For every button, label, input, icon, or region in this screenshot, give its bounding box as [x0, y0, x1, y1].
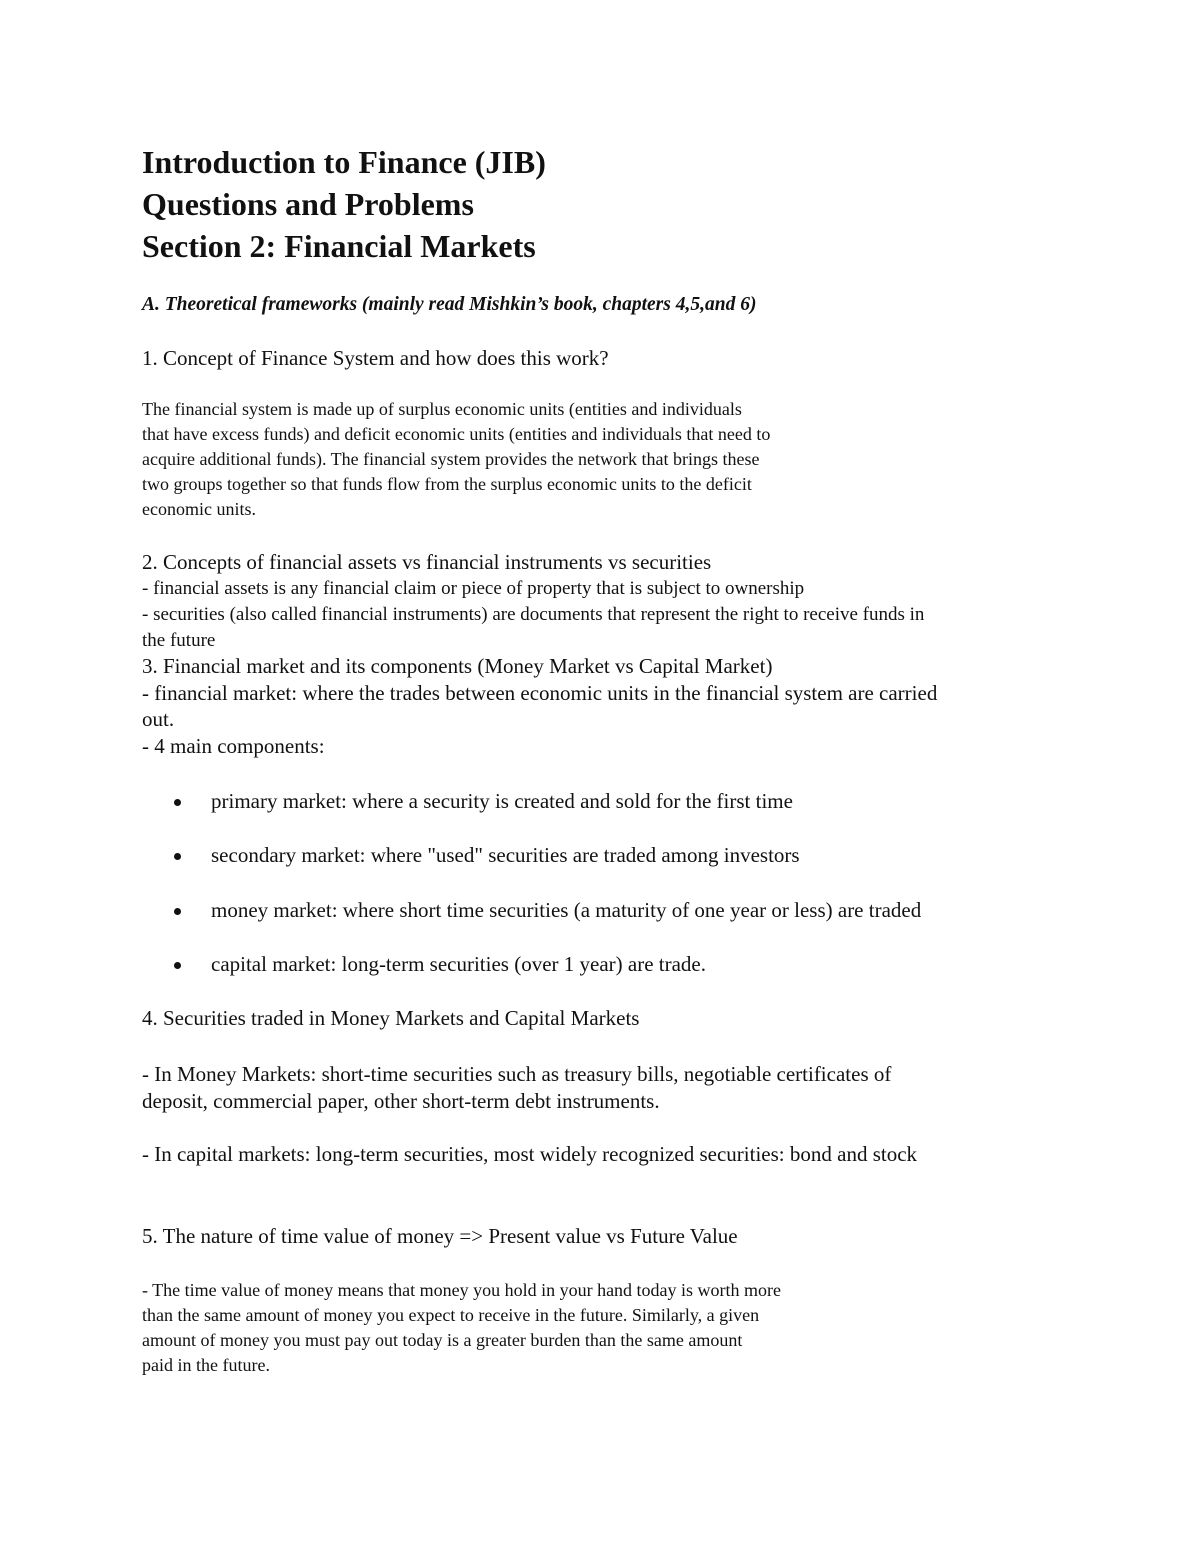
document-title-line-3: Section 2: Financial Markets	[142, 228, 536, 264]
answer-3-line: out.	[142, 707, 175, 731]
answer-1-line: that have excess funds) and deficit economic units (entities and individuals that need to	[142, 424, 771, 444]
answer-2-line: - financial assets is any financial claim or piece of property that is subject to ownership	[142, 578, 805, 599]
bullet-icon	[174, 853, 181, 860]
answer-1-line: two groups together so that funds flow from the surplus economic units to the deficit	[142, 474, 752, 494]
answer-5-line: paid in the future.	[142, 1355, 270, 1375]
answer-3-line: - 4 main components:	[142, 734, 325, 758]
bullet-icon	[174, 908, 181, 915]
bullet-item-primary-market: primary market: where a security is created and sold for the first time	[211, 789, 793, 813]
question-5: 5. The nature of time value of money => Present value vs Future Value	[142, 1224, 738, 1248]
answer-1-line: economic units.	[142, 499, 256, 519]
answer-4-money-line: deposit, commercial paper, other short-term debt instruments.	[142, 1089, 660, 1113]
bullet-item-money-market: money market: where short time securities (a maturity of one year or less) are traded	[211, 898, 922, 922]
bullet-item-secondary-market: secondary market: where "used" securities are traded among investors	[211, 843, 800, 867]
answer-5-line: amount of money you must pay out today is a greater burden than the same amount	[142, 1330, 743, 1350]
answer-2-line: - securities (also called financial instruments) are documents that represent the right to receive funds in	[142, 604, 925, 625]
bullet-icon	[174, 799, 181, 806]
answer-2-line: the future	[142, 630, 216, 651]
answer-1-line: The financial system is made up of surplus economic units (entities and individuals	[142, 399, 742, 419]
section-a-heading: A. Theoretical frameworks (mainly read Mishkin’s book, chapters 4,5,and 6)	[142, 294, 757, 315]
bullet-item-capital-market: capital market: long-term securities (over 1 year) are trade.	[211, 952, 707, 976]
document-title-line-2: Questions and Problems	[142, 186, 474, 222]
question-4: 4. Securities traded in Money Markets and Capital Markets	[142, 1006, 640, 1030]
answer-4-money-line: - In Money Markets: short-time securities such as treasury bills, negotiable certificates of	[142, 1062, 892, 1086]
answer-5-line: than the same amount of money you expect to receive in the future. Similarly, a given	[142, 1305, 760, 1325]
question-3: 3. Financial market and its components (Money Market vs Capital Market)	[142, 654, 773, 678]
answer-5-line: - The time value of money means that money you hold in your hand today is worth more	[142, 1280, 782, 1300]
answer-3-line: - financial market: where the trades between economic units in the financial system are carried	[142, 681, 938, 705]
answer-1-line: acquire additional funds). The financial system provides the network that brings these	[142, 449, 760, 469]
bullet-icon	[174, 962, 181, 969]
document-title-line-1: Introduction to Finance (JIB)	[142, 144, 546, 180]
answer-4-capital-line: - In capital markets: long-term securities, most widely recognized securities: bond and stock	[142, 1142, 918, 1166]
question-1: 1. Concept of Finance System and how does this work?	[142, 346, 609, 370]
question-2: 2. Concepts of financial assets vs financial instruments vs securities	[142, 550, 712, 574]
